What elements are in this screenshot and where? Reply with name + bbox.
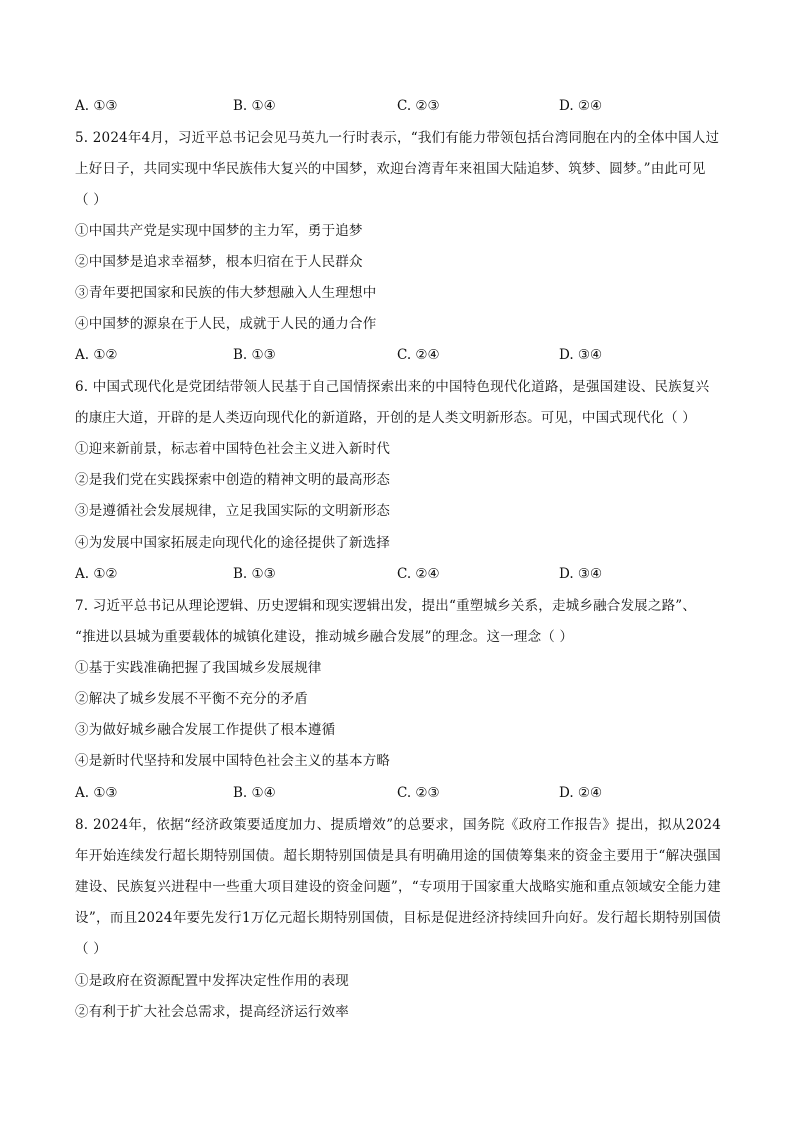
q5-option-d[interactable]: D. ③④ — [559, 347, 603, 363]
q5-options — [75, 345, 721, 365]
q7-option-b[interactable]: B. ①④ — [233, 785, 276, 801]
q7-option-d[interactable]: D. ②④ — [559, 785, 603, 801]
q5-stem-line-1: 5. 2024年4月，习近平总书记会见马英九一行时表示，“我们有能力带领包括台湾同胞在内的全体中国人过 — [75, 130, 720, 146]
q6-stem-line-2: 的康庄大道，开辟的是人类迈向现代化的新道路，开创的是人类文明新形态。可见，中国式现代化（ ） — [75, 410, 696, 426]
q7-item-3: ③为做好城乡融合发展工作提供了根本遵循 — [75, 722, 336, 738]
q7-option-c[interactable]: C. ②③ — [397, 785, 440, 801]
q7-item-4: ④是新时代坚持和发展中国特色社会主义的基本方略 — [75, 753, 391, 769]
q7-stem-line-2: “推进以县城为重要载体的城镇化建设，推动城乡融合发展”的理念。这一理念（ ） — [75, 629, 574, 645]
q7-item-1: ①基于实践准确把握了我国城乡发展规律 — [75, 660, 322, 676]
q5-item-2: ②中国梦是追求幸福梦，根本归宿在于人民群众 — [75, 254, 363, 270]
q4-option-c[interactable]: C. ②③ — [397, 98, 440, 114]
q8-stem: 8. 2024年，依据“经济政策要适度加力、提质增效”的总要求，国务院《政府工作报告》提出，拟从2024年开始连续发行超长期特别国债。超长期特别国债是具有明确用途的国债筹集来的资金主要用于“解决强国建设、民族复兴进程中一些重大项目建设的资金问题”，“专项用于国家重大战略实施和重点领域安全能力建设”，而且2024年要先发行1万亿元超长期特别国债，目标是促进经济持续回升向好。发行超长期特别国债（ ） — [75, 817, 721, 957]
q5-option-a[interactable]: A. ①② — [75, 347, 118, 363]
q6-option-b[interactable]: B. ①③ — [233, 566, 276, 582]
q7-stem-line-1: 7. 习近平总书记从理论逻辑、历史逻辑和现实逻辑出发，提出“重塑城乡关系，走城乡融合发展之路”、 — [75, 598, 697, 614]
q6-option-a[interactable]: A. ①② — [75, 566, 118, 582]
q5-answer-blank: （ ） — [75, 192, 107, 208]
q6-stem-line-1: 6. 中国式现代化是党团结带领人民基于自己国情探索出来的中国特色现代化道路，是强国建设、民族复兴 — [75, 379, 710, 395]
q5-option-b[interactable]: B. ①③ — [233, 347, 276, 363]
q5-item-4: ④中国梦的源泉在于人民，成就于人民的通力合作 — [75, 316, 377, 332]
q4-option-b[interactable]: B. ①④ — [233, 98, 276, 114]
q5-stem-line-2: 上好日子，共同实现中华民族伟大复兴的中国梦，欢迎台湾青年来祖国大陆追梦、筑梦、圆梦。”由此可见 — [75, 161, 706, 177]
q4-option-a[interactable]: A. ①③ — [75, 98, 118, 114]
q6-item-2: ②是我们党在实践探索中创造的精神文明的最高形态 — [75, 472, 391, 488]
q7-item-2: ②解决了城乡发展不平衡不充分的矛盾 — [75, 691, 308, 707]
q5-item-3: ③青年要把国家和民族的伟大梦想融入人生理想中 — [75, 285, 377, 301]
q6-item-4: ④为发展中国家拓展走向现代化的途径提供了新选择 — [75, 535, 391, 551]
q8-item-1: ①是政府在资源配置中发挥决定性作用的表现 — [75, 973, 349, 989]
q4-option-d[interactable]: D. ②④ — [559, 98, 603, 114]
q4-options — [75, 96, 721, 116]
q7-option-a[interactable]: A. ①③ — [75, 785, 118, 801]
q6-option-c[interactable]: C. ②④ — [397, 566, 440, 582]
q6-item-1: ①迎来新前景，标志着中国特色社会主义进入新时代 — [75, 441, 391, 457]
q5-item-1: ①中国共产党是实现中国梦的主力军，勇于追梦 — [75, 223, 363, 239]
q8-item-2: ②有利于扩大社会总需求，提高经济运行效率 — [75, 1004, 349, 1020]
q5-option-c[interactable]: C. ②④ — [397, 347, 440, 363]
q7-options — [75, 783, 721, 803]
q6-options — [75, 564, 721, 584]
q6-option-d[interactable]: D. ③④ — [559, 566, 603, 582]
q6-item-3: ③是遵循社会发展规律，立足我国实际的文明新形态 — [75, 503, 391, 519]
